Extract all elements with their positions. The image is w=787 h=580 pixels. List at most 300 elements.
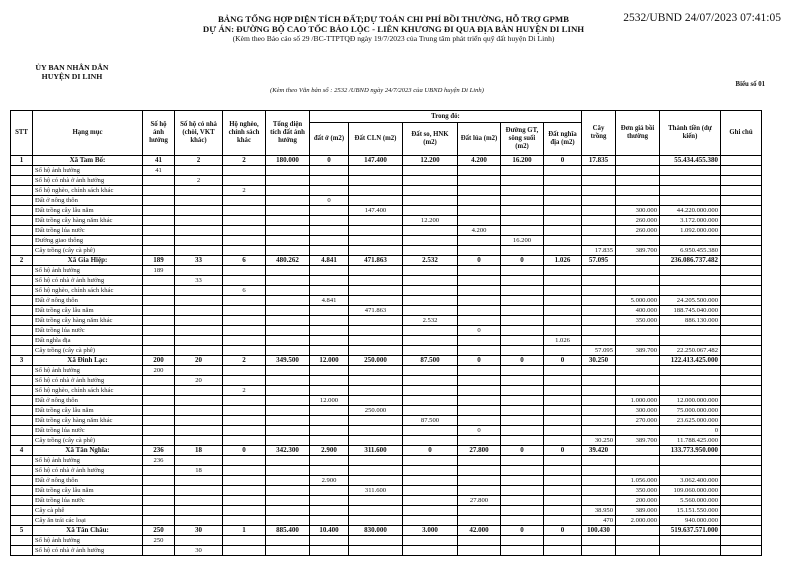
- table-cell: [721, 246, 762, 256]
- table-cell: [349, 376, 403, 386]
- table-cell: 147.400: [349, 156, 403, 166]
- table-cell: [403, 266, 458, 276]
- table-cell: [544, 386, 582, 396]
- header-ho-ngheo: Hộ nghèo, chính sách khác: [223, 111, 266, 156]
- table-cell: 18: [175, 466, 223, 476]
- table-cell: 5.000.000: [616, 296, 660, 306]
- table-cell: [349, 436, 403, 446]
- table-cell: 2.900: [310, 446, 349, 456]
- table-cell: [458, 386, 501, 396]
- table-cell: 350.000: [616, 316, 660, 326]
- table-cell: [11, 186, 33, 196]
- table-cell: [544, 376, 582, 386]
- table-cell: Xã Tân Châu:: [33, 526, 143, 536]
- table-cell: [266, 316, 310, 326]
- table-cell: [501, 286, 544, 296]
- table-cell: [11, 316, 33, 326]
- table-cell: 1.000.000: [616, 396, 660, 406]
- table-cell: Đất trồng cây lâu năm: [33, 486, 143, 496]
- table-cell: Số hộ ảnh hưởng: [33, 266, 143, 276]
- table-cell: 30.250: [582, 356, 616, 366]
- table-cell: [721, 326, 762, 336]
- header-hang-muc: Hạng mục: [33, 111, 143, 156]
- table-cell: [616, 256, 660, 266]
- table-cell: [175, 336, 223, 346]
- table-cell: [143, 216, 175, 226]
- table-cell: 300.000: [616, 406, 660, 416]
- header-dat-cln: Đất CLN (m2): [349, 123, 403, 156]
- table-cell: 2: [175, 176, 223, 186]
- table-cell: [266, 456, 310, 466]
- table-cell: 12.000: [310, 396, 349, 406]
- table-cell: [266, 436, 310, 446]
- table-cell: [349, 536, 403, 546]
- table-cell: [660, 336, 721, 346]
- table-cell: [616, 236, 660, 246]
- table-row: [11, 296, 762, 306]
- table-cell: [266, 306, 310, 316]
- table-cell: [501, 506, 544, 516]
- table-cell: [175, 206, 223, 216]
- table-cell: 250: [143, 536, 175, 546]
- table-cell: [223, 366, 266, 376]
- table-cell: Cây trồng (cây cà phê): [33, 436, 143, 446]
- table-cell: Xã Đinh Lạc:: [33, 356, 143, 366]
- table-cell: [11, 416, 33, 426]
- table-cell: [544, 166, 582, 176]
- table-cell: [660, 166, 721, 176]
- table-cell: [11, 506, 33, 516]
- table-cell: 189: [143, 256, 175, 266]
- table-cell: [11, 466, 33, 476]
- table-row: [11, 316, 762, 326]
- table-cell: [11, 476, 33, 486]
- table-cell: [223, 166, 266, 176]
- table-row: [11, 216, 762, 226]
- table-cell: [143, 546, 175, 556]
- table-cell: [501, 436, 544, 446]
- table-cell: [143, 326, 175, 336]
- table-cell: 0: [544, 446, 582, 456]
- table-cell: [223, 436, 266, 446]
- table-cell: [501, 496, 544, 506]
- table-cell: 44.220.000.000: [660, 206, 721, 216]
- table-cell: [544, 416, 582, 426]
- table-cell: 400.000: [616, 306, 660, 316]
- table-cell: [721, 486, 762, 496]
- table-cell: [223, 506, 266, 516]
- table-cell: [349, 426, 403, 436]
- table-cell: [721, 516, 762, 526]
- table-cell: [721, 476, 762, 486]
- table-cell: 3.172.000.000: [660, 216, 721, 226]
- table-cell: 57.095: [582, 256, 616, 266]
- table-cell: Số hộ có nhà ở ảnh hưởng: [33, 276, 143, 286]
- table-cell: [310, 436, 349, 446]
- table-cell: [403, 166, 458, 176]
- table-cell: [266, 486, 310, 496]
- table-cell: [310, 236, 349, 246]
- table-cell: 519.637.571.000: [660, 526, 721, 536]
- table-cell: Đất trồng cây hàng năm khác: [33, 416, 143, 426]
- table-cell: [582, 466, 616, 476]
- table-cell: [501, 266, 544, 276]
- table-cell: [310, 216, 349, 226]
- table-cell: [501, 516, 544, 526]
- table-cell: [582, 536, 616, 546]
- table-cell: [458, 486, 501, 496]
- table-cell: 33: [175, 256, 223, 266]
- table-cell: [11, 266, 33, 276]
- table-cell: [310, 286, 349, 296]
- table-cell: [143, 306, 175, 316]
- table-cell: [403, 406, 458, 416]
- table-cell: [11, 536, 33, 546]
- commune-row: [11, 156, 762, 166]
- table-cell: [266, 206, 310, 216]
- table-row: [11, 396, 762, 406]
- table-cell: 3: [11, 356, 33, 366]
- commune-row: [11, 356, 762, 366]
- table-cell: [403, 456, 458, 466]
- table-cell: 188.745.040.000: [660, 306, 721, 316]
- table-cell: [403, 306, 458, 316]
- table-cell: 18: [175, 446, 223, 456]
- table-cell: [175, 346, 223, 356]
- table-cell: [143, 276, 175, 286]
- table-cell: [223, 546, 266, 556]
- table-cell: 1.092.000.000: [660, 226, 721, 236]
- table-cell: [266, 546, 310, 556]
- table-cell: [310, 246, 349, 256]
- table-cell: [143, 426, 175, 436]
- table-cell: Đất trồng lúa nước: [33, 326, 143, 336]
- table-cell: [223, 346, 266, 356]
- table-cell: [11, 366, 33, 376]
- table-cell: [266, 266, 310, 276]
- table-cell: 389.000: [616, 506, 660, 516]
- table-cell: [223, 336, 266, 346]
- table-cell: [403, 546, 458, 556]
- table-cell: [403, 246, 458, 256]
- table-cell: [349, 296, 403, 306]
- table-cell: [544, 466, 582, 476]
- table-cell: Xã Gia Hiệp:: [33, 256, 143, 266]
- table-cell: 0: [403, 446, 458, 456]
- table-cell: [721, 526, 762, 536]
- table-cell: [143, 476, 175, 486]
- table-cell: [660, 326, 721, 336]
- table-cell: [143, 436, 175, 446]
- table-cell: [660, 546, 721, 556]
- table-cell: [143, 396, 175, 406]
- table-cell: [175, 296, 223, 306]
- table-cell: 20: [175, 356, 223, 366]
- table-cell: [660, 466, 721, 476]
- table-cell: [501, 396, 544, 406]
- table-cell: [143, 416, 175, 426]
- table-cell: [349, 326, 403, 336]
- table-cell: 16.200: [501, 156, 544, 166]
- table-cell: [310, 536, 349, 546]
- table-cell: [660, 266, 721, 276]
- table-cell: [11, 306, 33, 316]
- table-row: [11, 466, 762, 476]
- table-cell: 6: [223, 286, 266, 296]
- table-cell: [501, 216, 544, 226]
- table-cell: 0: [501, 446, 544, 456]
- table-cell: 5.560.000.000: [660, 496, 721, 506]
- table-cell: Đất trồng lúa nước: [33, 496, 143, 506]
- table-cell: [501, 536, 544, 546]
- table-cell: [310, 456, 349, 466]
- table-cell: [544, 406, 582, 416]
- table-cell: [266, 346, 310, 356]
- table-cell: [349, 366, 403, 376]
- table-cell: [223, 406, 266, 416]
- table-cell: [223, 326, 266, 336]
- table-cell: [403, 286, 458, 296]
- table-cell: [143, 176, 175, 186]
- table-cell: [11, 516, 33, 526]
- table-cell: [616, 456, 660, 466]
- table-cell: [11, 276, 33, 286]
- table-cell: [501, 296, 544, 306]
- table-cell: [11, 456, 33, 466]
- table-cell: [544, 486, 582, 496]
- table-cell: [458, 336, 501, 346]
- table-cell: 30.250: [582, 436, 616, 446]
- table-cell: [582, 216, 616, 226]
- table-cell: [349, 516, 403, 526]
- table-cell: 23.625.000.000: [660, 416, 721, 426]
- form-number: Biểu số 01: [735, 81, 765, 88]
- table-cell: 250.000: [349, 356, 403, 366]
- table-cell: [223, 396, 266, 406]
- table-cell: [175, 306, 223, 316]
- table-cell: [349, 276, 403, 286]
- table-cell: [721, 266, 762, 276]
- table-cell: [582, 326, 616, 336]
- table-row: [11, 206, 762, 216]
- table-cell: [458, 246, 501, 256]
- table-cell: [721, 176, 762, 186]
- table-cell: [403, 326, 458, 336]
- table-cell: 109.060.000.000: [660, 486, 721, 496]
- table-cell: [223, 246, 266, 256]
- table-cell: [721, 206, 762, 216]
- table-cell: [721, 196, 762, 206]
- table-cell: [458, 176, 501, 186]
- table-cell: 87.500: [403, 416, 458, 426]
- table-cell: [175, 416, 223, 426]
- table-cell: [175, 226, 223, 236]
- table-cell: 200: [143, 356, 175, 366]
- table-cell: 0: [544, 356, 582, 366]
- table-cell: [616, 466, 660, 476]
- table-cell: Số hộ ảnh hưởng: [33, 536, 143, 546]
- table-cell: [544, 286, 582, 296]
- table-cell: 2: [223, 356, 266, 366]
- table-cell: [266, 226, 310, 236]
- table-cell: [223, 496, 266, 506]
- table-cell: [582, 296, 616, 306]
- table-cell: [175, 516, 223, 526]
- table-cell: [310, 376, 349, 386]
- table-cell: [266, 286, 310, 296]
- table-cell: [175, 496, 223, 506]
- table-cell: 0: [223, 446, 266, 456]
- table-cell: [721, 226, 762, 236]
- table-cell: 2.000.000: [616, 516, 660, 526]
- table-cell: [544, 546, 582, 556]
- table-cell: 12.000: [310, 356, 349, 366]
- table-cell: [403, 176, 458, 186]
- table-cell: [143, 336, 175, 346]
- table-cell: [616, 336, 660, 346]
- table-cell: 2: [223, 156, 266, 166]
- table-cell: [175, 266, 223, 276]
- table-cell: [501, 376, 544, 386]
- table-cell: 3.062.400.000: [660, 476, 721, 486]
- table-cell: 470: [582, 516, 616, 526]
- table-cell: [143, 506, 175, 516]
- table-cell: [582, 166, 616, 176]
- table-cell: [458, 436, 501, 446]
- table-cell: [175, 186, 223, 196]
- attachment-note: (Kèm theo Văn bản số : 2532 /UBND ngày 24/7/2023 của UBND huyện Di Linh): [270, 87, 484, 94]
- table-cell: [458, 456, 501, 466]
- table-cell: 0: [310, 196, 349, 206]
- table-cell: [403, 436, 458, 446]
- table-cell: [310, 266, 349, 276]
- table-cell: 389.700: [616, 346, 660, 356]
- table-cell: [349, 166, 403, 176]
- table-cell: [660, 456, 721, 466]
- table-cell: [223, 536, 266, 546]
- table-cell: 300.000: [616, 206, 660, 216]
- table-cell: 471.863: [349, 256, 403, 266]
- table-cell: [501, 176, 544, 186]
- table-cell: [175, 436, 223, 446]
- table-cell: [721, 446, 762, 456]
- table-cell: [660, 196, 721, 206]
- table-cell: [143, 496, 175, 506]
- table-cell: [616, 156, 660, 166]
- table-cell: [266, 386, 310, 396]
- table-cell: [582, 266, 616, 276]
- table-cell: [721, 466, 762, 476]
- table-body: [11, 156, 762, 556]
- table-cell: [544, 396, 582, 406]
- table-cell: [582, 236, 616, 246]
- table-cell: [721, 426, 762, 436]
- table-cell: [223, 456, 266, 466]
- table-row: [11, 306, 762, 316]
- table-cell: 0: [458, 356, 501, 366]
- table-cell: [266, 466, 310, 476]
- table-cell: [266, 216, 310, 226]
- table-cell: [310, 336, 349, 346]
- table-cell: [266, 396, 310, 406]
- table-cell: [223, 226, 266, 236]
- table-cell: [11, 216, 33, 226]
- table-cell: [458, 306, 501, 316]
- table-cell: [143, 186, 175, 196]
- table-cell: [223, 516, 266, 526]
- table-cell: [582, 226, 616, 236]
- document-stamp: 2532/UBND 24/07/2023 07:41:05: [623, 12, 781, 24]
- table-cell: [721, 416, 762, 426]
- table-cell: [458, 406, 501, 416]
- table-cell: [544, 536, 582, 546]
- table-cell: 250.000: [349, 406, 403, 416]
- table-cell: [403, 376, 458, 386]
- table-cell: [458, 416, 501, 426]
- table-cell: [175, 286, 223, 296]
- table-cell: [266, 536, 310, 546]
- title-line-1: BẢNG TỔNG HỢP DIỆN TÍCH ĐẤT;DỰ TOÁN CHI PHÍ BỒI THƯỜNG, HỖ TRỢ GPMB: [217, 14, 570, 24]
- table-cell: [582, 416, 616, 426]
- table-cell: [143, 346, 175, 356]
- table-cell: [501, 186, 544, 196]
- table-cell: [310, 206, 349, 216]
- table-cell: [11, 496, 33, 506]
- table-cell: 0: [501, 256, 544, 266]
- table-cell: [458, 536, 501, 546]
- table-cell: [11, 296, 33, 306]
- table-cell: 4.200: [458, 226, 501, 236]
- table-cell: [349, 196, 403, 206]
- table-cell: [349, 396, 403, 406]
- table-cell: Số hộ có nhà ở ảnh hưởng: [33, 466, 143, 476]
- table-cell: 189: [143, 266, 175, 276]
- table-cell: [458, 276, 501, 286]
- table-cell: [11, 396, 33, 406]
- table-cell: [721, 536, 762, 546]
- table-cell: [310, 486, 349, 496]
- table-cell: [616, 356, 660, 366]
- table-cell: [223, 306, 266, 316]
- table-cell: 180.000: [266, 156, 310, 166]
- table-cell: Cây ăn trái các loại: [33, 516, 143, 526]
- table-cell: 0: [501, 356, 544, 366]
- table-cell: [266, 496, 310, 506]
- table-row: [11, 276, 762, 286]
- table-cell: 41: [143, 156, 175, 166]
- table-cell: [266, 276, 310, 286]
- table-cell: 57.095: [582, 346, 616, 356]
- table-cell: [11, 166, 33, 176]
- table-cell: [403, 486, 458, 496]
- table-cell: [616, 196, 660, 206]
- table-cell: [403, 336, 458, 346]
- table-cell: [310, 496, 349, 506]
- table-cell: [310, 306, 349, 316]
- table-cell: [616, 266, 660, 276]
- table-cell: [403, 476, 458, 486]
- agency-line-2: HUYỆN DI LINH: [41, 72, 103, 81]
- table-cell: [175, 246, 223, 256]
- table-cell: [11, 546, 33, 556]
- table-cell: [616, 176, 660, 186]
- table-cell: [310, 386, 349, 396]
- table-cell: [266, 166, 310, 176]
- table-cell: [582, 486, 616, 496]
- table-cell: 389.700: [616, 436, 660, 446]
- table-cell: [143, 466, 175, 476]
- table-cell: [143, 226, 175, 236]
